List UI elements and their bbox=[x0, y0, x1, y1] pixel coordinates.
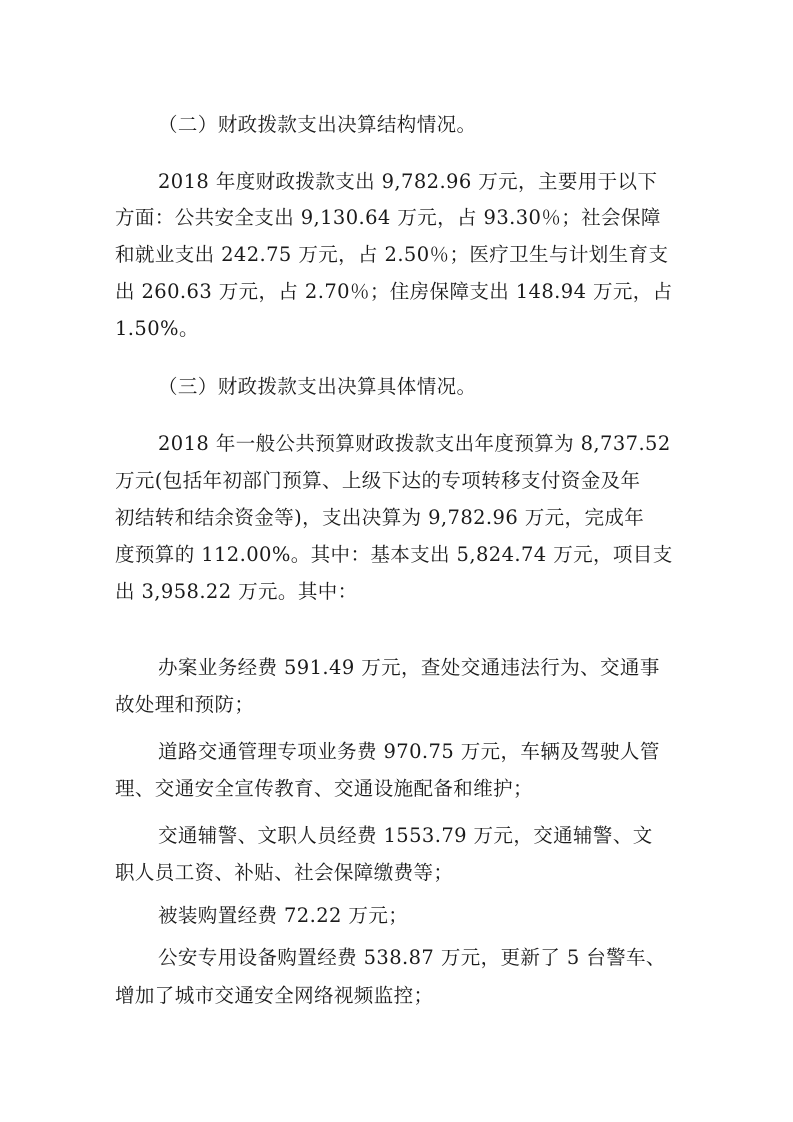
paragraph-line: 1.50%。 bbox=[115, 317, 199, 340]
list-item-line: 职人员工资、补贴、社会保障缴费等； bbox=[115, 861, 454, 884]
list-item-line: 交通辅警、文职人员经费 1553.79 万元，交通辅警、文 bbox=[158, 824, 653, 847]
paragraph-line: 出 3,958.22 万元。其中： bbox=[115, 580, 358, 603]
paragraph-line: 初结转和结余资金等)，支出决算为 9,782.96 万元，完成年 bbox=[115, 506, 645, 529]
paragraph-line: 万元(包括年初部门预算、上级下达的专项转移支付资金及年 bbox=[115, 469, 641, 492]
list-item-line: 被装购置经费 72.22 万元； bbox=[158, 904, 409, 927]
paragraph-line: 和就业支出 242.75 万元，占 2.50％；医疗卫生与计划生育支 bbox=[115, 243, 669, 266]
list-item-line: 增加了城市交通安全网络视频监控； bbox=[115, 984, 434, 1007]
list-item-line: 办案业务经费 591.49 万元，查处交通违法行为、交通事 bbox=[158, 656, 660, 679]
paragraph-line: 2018 年一般公共预算财政拨款支出年度预算为 8,737.52 bbox=[158, 432, 671, 455]
paragraph-line: 2018 年度财政拨款支出 9,782.96 万元，主要用于以下 bbox=[158, 170, 658, 193]
section-heading-2: （二）财政拨款支出决算结构情况。 bbox=[158, 113, 477, 136]
list-item-line: 公安专用设备购置经费 538.87 万元，更新了 5 台警车、 bbox=[158, 946, 666, 969]
list-item-line: 道路交通管理专项业务费 970.75 万元，车辆及驾驶人管 bbox=[158, 740, 660, 763]
list-item-line: 理、交通安全宣传教育、交通设施配备和维护； bbox=[115, 777, 533, 800]
paragraph-line: 出 260.63 万元，占 2.70％；住房保障支出 148.94 万元，占 bbox=[115, 280, 673, 303]
paragraph-line: 度预算的 112.00%。其中：基本支出 5,824.74 万元，项目支 bbox=[115, 543, 673, 566]
list-item-line: 故处理和预防； bbox=[115, 693, 255, 716]
paragraph-line: 方面：公共安全支出 9,130.64 万元，占 93.30％；社会保障 bbox=[115, 206, 661, 229]
section-heading-3: （三）财政拨款支出决算具体情况。 bbox=[158, 375, 477, 398]
